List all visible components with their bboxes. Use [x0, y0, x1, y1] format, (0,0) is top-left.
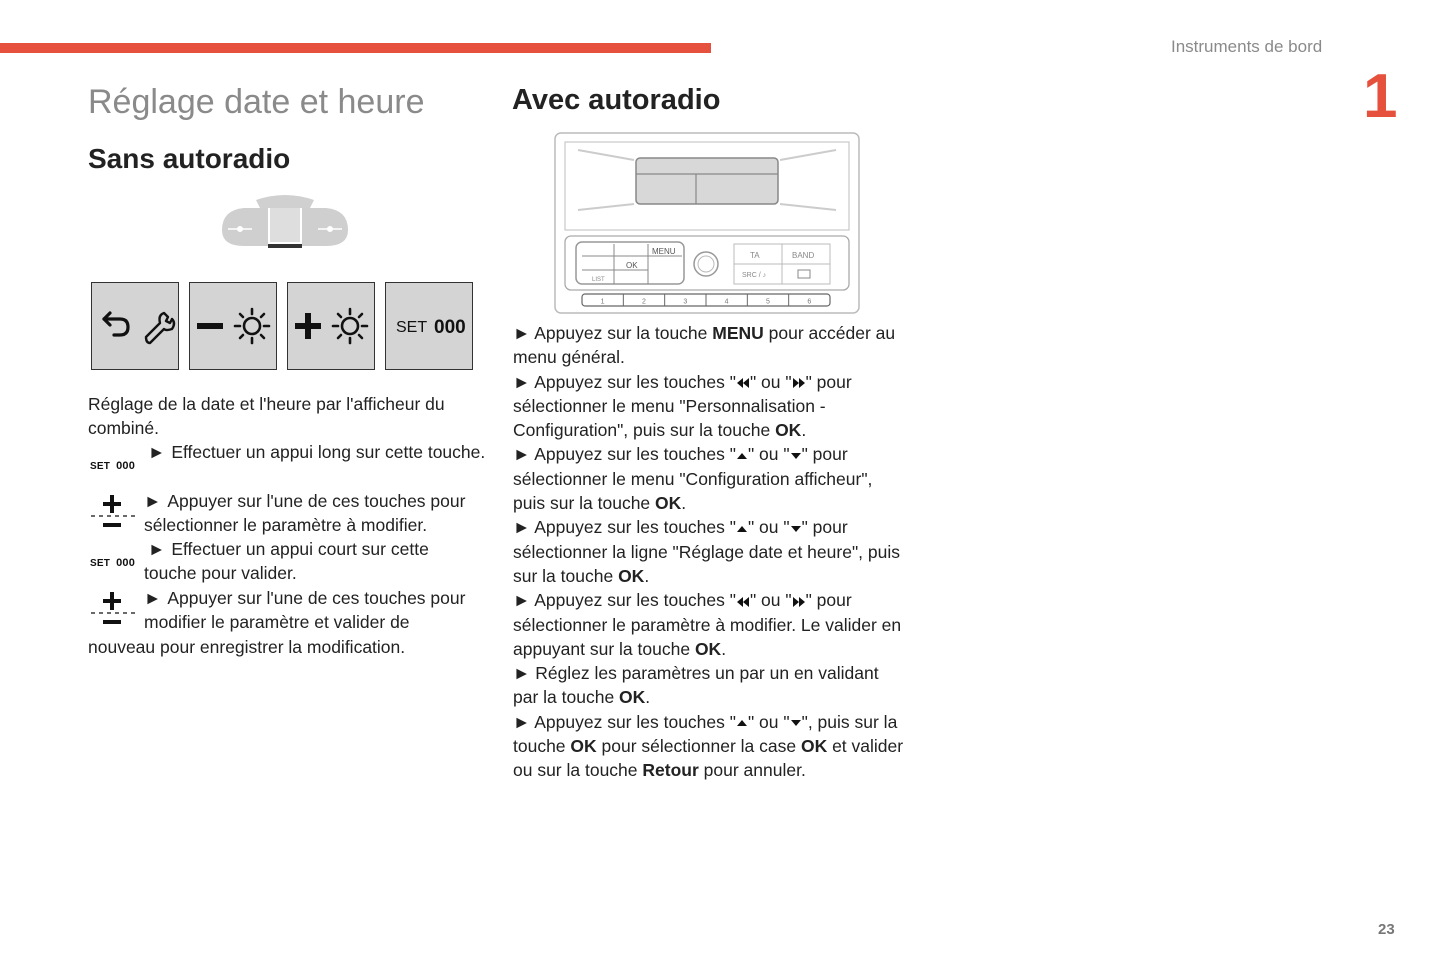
- mini-set-label: SET: [90, 461, 111, 472]
- right-step-2-a: Appuyez sur les touches ": [534, 371, 736, 392]
- right-step-6: [513, 661, 908, 710]
- right-step-7-i: pour annuler.: [698, 760, 806, 781]
- header-accent-bar: [0, 43, 711, 53]
- mini-set-digits: 000: [116, 557, 136, 569]
- right-step-2: [513, 370, 908, 443]
- right-step-3: [513, 442, 908, 515]
- step-bullet: ►: [513, 711, 531, 732]
- up-arrow-icon: [736, 719, 748, 727]
- radio-src-label: SRC / ♪: [742, 272, 767, 279]
- plus-minus-keys-mini-1: [89, 492, 137, 538]
- radio-preset-4: 4: [724, 298, 729, 306]
- retour-key-name: Retour: [642, 760, 699, 781]
- down-arrow-icon: [790, 719, 802, 727]
- right-step-5-c: " pour sélectionner le paramètre à modifier. Le valider en appuyant sur la touche: [513, 590, 902, 659]
- fast-forward-icon: [792, 597, 806, 607]
- ok-key-name: OK: [655, 493, 682, 514]
- back-arrow-icon: [104, 313, 128, 335]
- right-step-3-b: " ou ": [747, 444, 790, 465]
- right-step-3-c: " pour sélectionner le menu "Configuration afficheur", puis sur la touche: [513, 444, 873, 514]
- page-number: 23: [1378, 921, 1395, 938]
- right-step-4-a: Appuyez sur les touches ": [534, 517, 736, 538]
- right-step-5-e: .: [721, 638, 727, 659]
- step-bullet: ►: [513, 517, 531, 538]
- right-step-2-b: " ou ": [749, 371, 792, 392]
- right-step-5: [513, 588, 908, 661]
- right-steps: [513, 321, 908, 783]
- set-key-mini-2: [90, 557, 135, 569]
- down-arrow-icon: [790, 452, 802, 460]
- minus-icon: [197, 323, 223, 329]
- ok-key-name: OK: [619, 687, 646, 708]
- down-arrow-icon: [790, 525, 802, 533]
- radio-preset-3: 3: [683, 298, 688, 306]
- right-step-6-c: .: [645, 687, 651, 708]
- set-key-mini-1: [90, 460, 135, 472]
- radio-preset-5: 5: [766, 298, 770, 306]
- set-key-digits: 000: [434, 317, 466, 338]
- set-key[interactable]: [385, 282, 473, 370]
- left-step-2: [144, 489, 486, 538]
- right-step-1-a: Appuyez sur la touche: [534, 323, 713, 343]
- step-bullet: ►: [513, 371, 531, 392]
- radio-preset-6: 6: [807, 298, 812, 306]
- right-step-7-g: et valider ou sur la touche: [513, 736, 904, 781]
- right-step-4-c: " pour sélectionner la ligne "Réglage date et heure", puis sur la touche: [513, 517, 900, 586]
- right-step-3-a: Appuyez sur les touches ": [534, 444, 736, 465]
- left-step-1: [144, 440, 486, 464]
- heading-sans-autoradio: Sans autoradio: [88, 143, 291, 174]
- right-step-4-b: " ou ": [747, 517, 790, 538]
- ok-key-name: OK: [775, 420, 802, 441]
- radio-band-label: BAND: [792, 251, 815, 260]
- step-bullet: ►: [513, 663, 531, 684]
- set-key-label: SET: [396, 319, 428, 336]
- up-arrow-icon: [736, 452, 748, 460]
- back-settings-key[interactable]: [91, 282, 179, 370]
- step-bullet: ►: [148, 539, 166, 559]
- right-step-2-c: " pour sélectionner le menu "Personnalisation - Configuration", puis sur la touche: [513, 371, 852, 441]
- step-bullet: ►: [144, 588, 162, 608]
- step-bullet: ►: [513, 323, 531, 343]
- left-step-3: [144, 537, 486, 586]
- plus-icon: [295, 313, 321, 339]
- rewind-icon: [736, 378, 750, 388]
- cluster-keys: [91, 282, 481, 374]
- step-bullet: ►: [148, 442, 166, 462]
- brightness-icon: [235, 309, 269, 343]
- instrument-cluster-illustration: [218, 194, 352, 254]
- right-step-4: [513, 515, 908, 588]
- ok-key-name: OK: [618, 565, 645, 586]
- radio-preset-2: 2: [642, 298, 646, 306]
- brightness-icon: [333, 309, 367, 343]
- intro-text: Réglage de la date et l'heure par l'afficheur du combiné.: [88, 394, 445, 439]
- heading-avec-autoradio: Avec autoradio: [512, 84, 721, 116]
- right-step-7-b: " ou ": [747, 711, 790, 732]
- right-step-6-a: Réglez les paramètres un par un en validant par la touche: [513, 663, 879, 708]
- left-step-4: [144, 586, 486, 635]
- menu-key-name: MENU: [712, 323, 764, 343]
- ok-key-name: OK: [694, 638, 722, 659]
- right-step-1-c: pour accéder au menu général.: [513, 323, 896, 368]
- page-title: Réglage date et heure: [88, 83, 425, 121]
- section-title: Instruments de bord: [1171, 37, 1323, 56]
- right-step-5-a: Appuyez sur les touches ": [534, 590, 736, 611]
- chapter-number: 1: [1363, 62, 1398, 131]
- right-step-4-e: .: [644, 565, 650, 586]
- mini-set-label: SET: [90, 558, 111, 569]
- ok-key-name: OK: [570, 736, 597, 757]
- plus-minus-keys-mini-2: [89, 589, 137, 635]
- mini-set-digits: 000: [116, 460, 136, 472]
- wrench-icon: [146, 313, 174, 343]
- ok-box-name: OK: [800, 736, 828, 757]
- right-step-2-e: .: [801, 420, 807, 441]
- right-step-7: [513, 710, 908, 783]
- fast-forward-icon: [792, 378, 806, 388]
- right-step-7-a: Appuyez sur les touches ": [534, 711, 736, 732]
- right-step-7-e: pour sélectionner la case: [596, 736, 801, 757]
- step-bullet: ►: [144, 491, 162, 511]
- right-step-7-c: ", puis sur la touche: [513, 711, 898, 757]
- radio-ok-label: OK: [626, 261, 638, 270]
- radio-ta-label: TA: [750, 251, 760, 260]
- radio-illustration: [554, 132, 860, 316]
- right-step-1: [513, 321, 908, 370]
- left-step-4-text: Appuyer sur l'une de ces touches pour modifier le paramètre et valider de: [144, 588, 466, 633]
- brightness-plus-key[interactable]: [287, 282, 375, 370]
- left-step-3-text: Effectuer un appui court sur cette touche pour valider.: [144, 539, 429, 584]
- rewind-icon: [736, 597, 750, 607]
- left-step-4-continued: nouveau pour enregistrer la modification.: [88, 637, 406, 657]
- up-arrow-icon: [736, 525, 748, 533]
- step-bullet: ►: [513, 444, 531, 465]
- brightness-minus-key[interactable]: [189, 282, 277, 370]
- left-step-2-text: Appuyer sur l'une de ces touches pour sélectionner le paramètre à modifier.: [144, 491, 466, 536]
- step-bullet: ►: [513, 590, 531, 611]
- radio-list-label: LIST: [592, 277, 605, 283]
- left-step-1-text: Effectuer un appui long sur cette touche.: [171, 442, 486, 462]
- right-step-5-b: " ou ": [749, 590, 792, 611]
- radio-preset-1: 1: [600, 298, 605, 306]
- radio-menu-label: MENU: [652, 247, 676, 256]
- right-step-3-e: .: [681, 493, 687, 514]
